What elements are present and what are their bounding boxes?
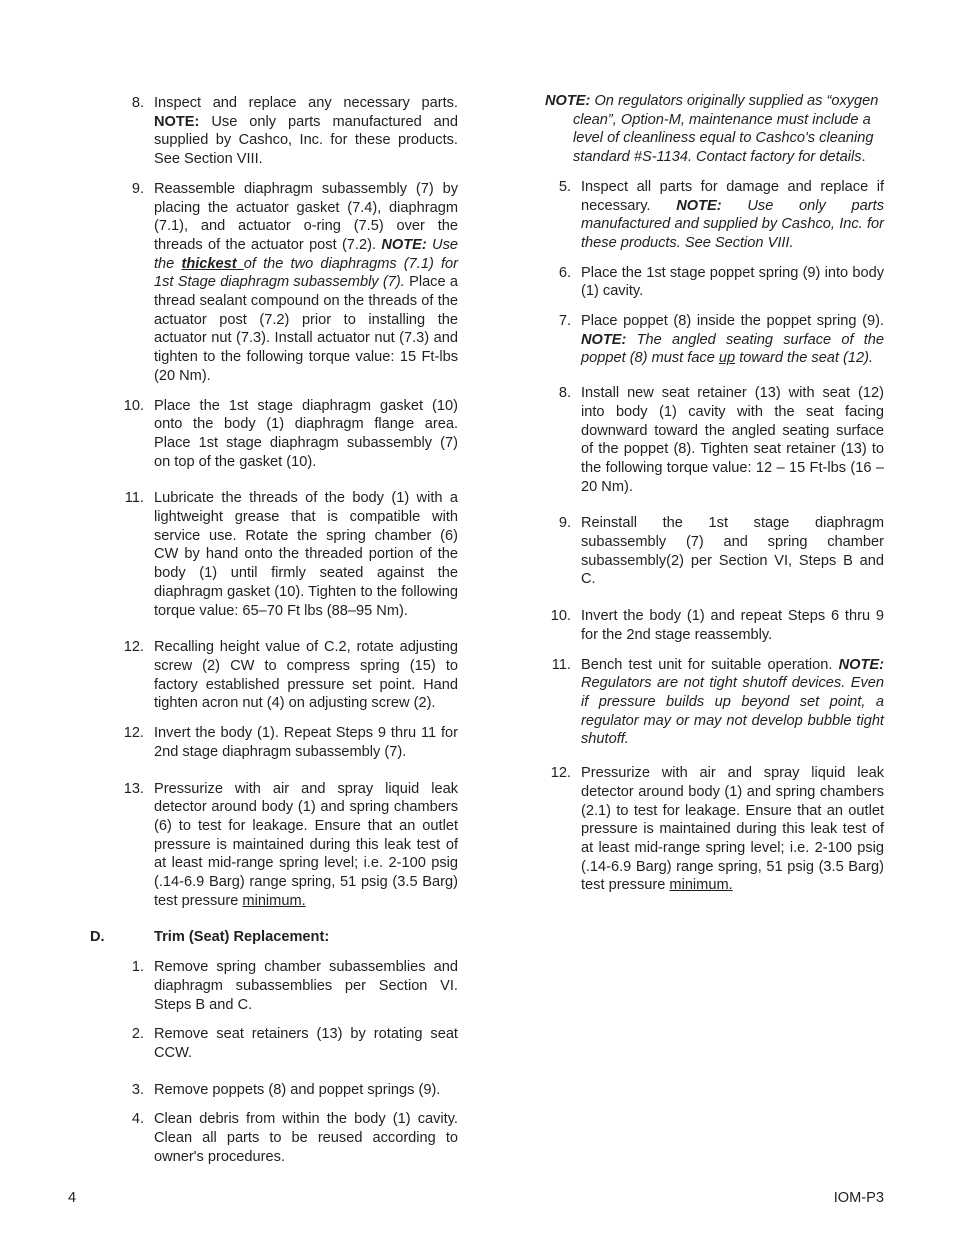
step-text: Reinstall the 1st stage diaphragm subassembly (7) and spring chamber subassembly(2) per Section VI, Steps B and C. bbox=[581, 515, 884, 588]
step-7 bbox=[545, 312, 884, 368]
note-label: NOTE: bbox=[581, 331, 627, 348]
step-text: Place the 1st stage diaphragm gasket (10) onto the body (1) diaphragm flange area. Place 1st stage diaphragm subassembly (7) on top of the gasket (10). bbox=[154, 397, 458, 470]
section-d-heading bbox=[90, 928, 458, 947]
step-12 bbox=[545, 764, 884, 895]
step-number: 9. bbox=[131, 180, 144, 197]
oxygen-clean-note bbox=[545, 92, 884, 167]
underlined-text: up bbox=[718, 350, 736, 367]
step-11 bbox=[118, 489, 458, 620]
step-text: Install new seat retainer (13) with seat (12) into body (1) cavity with the seat facing downward toward the angled seating surface of the poppet (8). Tighten seat retainer (13) to the following torque value: 12 – 15 Ft-lbs (16 – 20 Nm). bbox=[581, 385, 884, 495]
step-number: 6. bbox=[558, 264, 571, 281]
document-id: IOM-P3 bbox=[833, 1190, 884, 1206]
note-text: Use only parts manufactured and supplied by Cashco, Inc. for these products. See Section VIII. bbox=[581, 197, 884, 251]
note-label: NOTE: bbox=[676, 197, 722, 214]
note-text: Regulators are not tight shutoff devices. Even if pressure builds up beyond set point, a regulator may or may not develop bubble tight shutoff. bbox=[581, 675, 884, 748]
step-text: Invert the body (1). Repeat Steps 9 thru 11 for 2nd stage diaphragm subassembly (7). bbox=[154, 725, 458, 760]
note-text: toward the seat (12). bbox=[735, 350, 874, 367]
underlined-text: minimum. bbox=[669, 877, 733, 894]
step-text: Reassemble diaphragm subassembly (7) by placing the actuator gasket (7.4), diaphragm (7.1), and actuator o-ring (7.5) over the threads of the actuator post (7.2). bbox=[154, 180, 458, 253]
step-10 bbox=[118, 397, 458, 472]
section-title: Trim (Seat) Replacement: bbox=[154, 929, 330, 946]
step-d2 bbox=[118, 1025, 458, 1062]
step-number: 12. bbox=[123, 725, 144, 742]
note-text: On regulators originally supplied as “oxygen clean”, Option-M, maintenance must include a level of cleanliness equal to Cashco's cleaning standard #S-1134. Contact factory for details bbox=[573, 93, 879, 166]
step-d1 bbox=[118, 958, 458, 1014]
step-text: Place a thread sealant compound on the threads of the actuator post (7.2) prior to installing the actuator nut (7.3). Install actuator nut (7.3) and tighten to the following torque value: 15 Ft-lbs (20 Nm). bbox=[154, 274, 459, 384]
step-number: 3. bbox=[131, 1081, 144, 1098]
step-text: Pressurize with air and spray liquid leak detector around body (1) and spring chambers (6) to test for leakage. Ensure that an outlet pressure is maintained during this leak test of at least mid-range spring level; i.e. 2-100 psig (.14-6.9 Barg) range spring, 51 psig (3.5 Barg) test pressure bbox=[154, 780, 458, 909]
step-9 bbox=[118, 180, 458, 386]
page-number: 4 bbox=[68, 1190, 77, 1206]
step-5 bbox=[545, 178, 884, 253]
note-label: NOTE: bbox=[838, 656, 884, 673]
step-text: Lubricate the threads of the body (1) with a lightweight grease that is compatible with service use. Rotate the spring chamber (6) CW by hand onto the threaded portion of the body (1) until firmly seated against the diaphragm gasket (10). Tighten to the following torque value: 65–70 Ft lbs (88–95 Nm). bbox=[154, 490, 458, 619]
step-number: 11. bbox=[124, 490, 144, 507]
step-number: 13. bbox=[123, 780, 144, 797]
step-11 bbox=[545, 656, 884, 750]
step-text: Pressurize with air and spray liquid leak detector around body (1) and spring chambers (2.1) to test for leakage. Ensure that an outlet pressure is maintained during this leak test of at least mid-range spring level; i.e. 2-100 psig (.14-6.9 Barg) range spring, 51 psig (3.5 Barg) test pressure bbox=[581, 765, 884, 894]
step-number: 2. bbox=[131, 1026, 144, 1043]
step-12-invert bbox=[118, 724, 458, 761]
step-text: Place poppet (8) inside the poppet spring (9). bbox=[581, 313, 884, 330]
step-text: Bench test unit for suitable operation. bbox=[581, 656, 833, 673]
step-number: 7. bbox=[558, 313, 571, 330]
step-number: 10. bbox=[550, 608, 571, 625]
step-6 bbox=[545, 264, 884, 301]
step-number: 5. bbox=[558, 178, 571, 195]
step-text: Inspect all parts for damage and replace if necessary. bbox=[581, 178, 884, 214]
step-10 bbox=[545, 607, 884, 644]
step-text: Use only parts manufactured and supplied by Cashco, Inc. for these products. See Section VIII. bbox=[154, 113, 458, 168]
left-column bbox=[90, 94, 459, 1166]
step-8 bbox=[545, 384, 884, 496]
step-text: Invert the body (1) and repeat Steps 6 thru 9 for the 2nd stage reassembly. bbox=[581, 608, 884, 643]
step-12-set-point bbox=[118, 638, 458, 713]
step-number: 11. bbox=[551, 656, 571, 673]
step-text: Inspect and replace any necessary parts. bbox=[154, 95, 458, 111]
step-number: 1. bbox=[131, 959, 144, 976]
step-9 bbox=[545, 514, 884, 589]
step-number: 9. bbox=[558, 515, 571, 532]
step-text: Remove seat retainers (13) by rotating seat CCW. bbox=[154, 1026, 458, 1061]
note-label: NOTE: bbox=[545, 93, 591, 109]
note-text: . bbox=[861, 149, 866, 166]
step-number: 12. bbox=[123, 639, 144, 656]
step-text: Recalling height value of C.2, rotate adjusting screw (2) CW to compress spring (15) to factory established pressure set point. Hand tighten acron nut (4) on adjusting screw (2). bbox=[154, 639, 458, 712]
underlined-text: minimum. bbox=[242, 892, 306, 909]
note-text: Use the bbox=[154, 236, 458, 272]
section-label: D. bbox=[90, 929, 105, 946]
step-text: Clean debris from within the body (1) cavity. Clean all parts to be reused according to owner's procedures. bbox=[154, 1111, 458, 1165]
note-text: of the two diaphragms (7.1) for 1st Stage diaphragm subassembly (7). bbox=[154, 255, 459, 291]
step-number: 10. bbox=[123, 397, 144, 414]
step-number: 8. bbox=[558, 385, 571, 402]
step-number: 4. bbox=[131, 1111, 144, 1128]
note-label: NOTE: bbox=[381, 236, 427, 253]
step-number: 12. bbox=[550, 765, 571, 782]
note-text: The angled seating surface of the poppet (8) must face bbox=[581, 331, 884, 367]
step-text: Remove poppets (8) and poppet springs (9). bbox=[154, 1081, 441, 1098]
note-label: NOTE: bbox=[154, 113, 200, 130]
step-number: 8. bbox=[131, 95, 144, 111]
step-8 bbox=[118, 94, 458, 169]
step-text: Remove spring chamber subassemblies and diaphragm subassemblies per Section VI. Steps B and C. bbox=[154, 959, 458, 1013]
right-column bbox=[545, 92, 884, 895]
step-13 bbox=[118, 780, 458, 911]
step-d3 bbox=[118, 1081, 458, 1100]
step-d4 bbox=[118, 1110, 458, 1166]
emphasis-text: thickest bbox=[181, 255, 244, 272]
step-text: Place the 1st stage poppet spring (9) into body (1) cavity. bbox=[581, 264, 884, 300]
